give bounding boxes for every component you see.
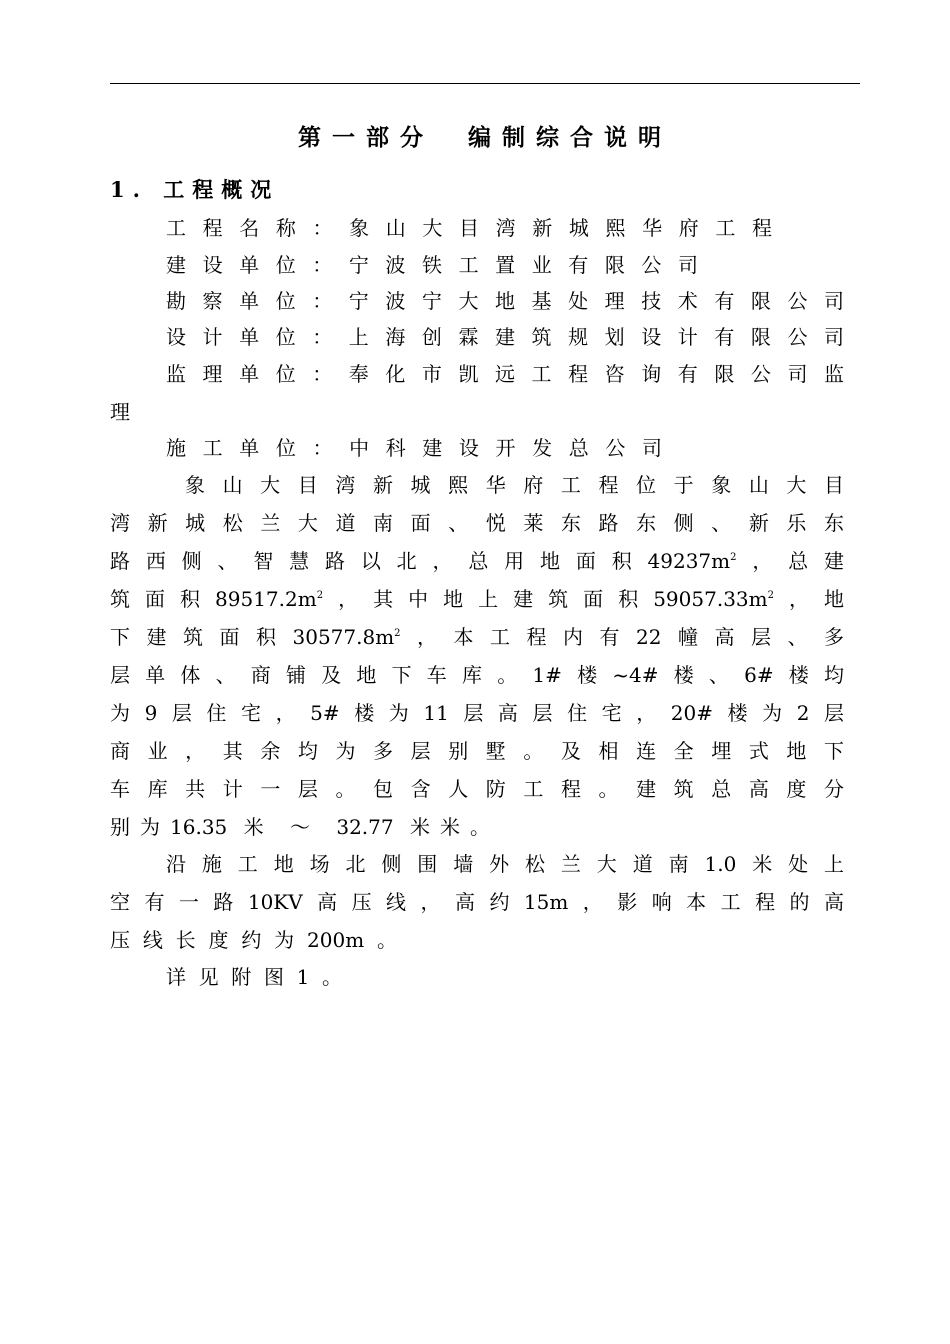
header-rule xyxy=(110,83,860,84)
powerline-line: 压线长度约为200m。 xyxy=(110,928,397,952)
field-contractor: 施工单位：中科建设开发总公司 xyxy=(166,436,662,460)
overview-line: 湾新城松兰大道南面、悦莱东路东侧、新乐东 xyxy=(110,511,844,535)
overview-line: 别为16.35 米 ～ 32.77 米米。 xyxy=(110,815,490,839)
part-title: 第一部分 编制综合说明 xyxy=(298,124,672,151)
overview-line: 为9层住宅，5#楼为11层高层住宅，20#楼为2层 xyxy=(110,701,844,725)
section-heading: 1. 工程概况 xyxy=(110,177,280,202)
field-developer: 建设单位：宁波铁工置业有限公司 xyxy=(166,253,698,277)
overview-line: 路西侧、智慧路以北，总用地面积$49237m^2$，总建 xyxy=(110,549,845,573)
field-designer: 设计单位：上海创霖建筑规划设计有限公司 xyxy=(166,325,844,349)
overview-line: 下建筑面积$30577.8m^2$，本工程内有22幢高层、多 xyxy=(110,625,844,649)
field-supervisor: 监理单位：奉化市凯远工程咨询有限公司监 xyxy=(166,362,844,386)
see-figure-note: 详见附图1。 xyxy=(166,965,342,989)
field-project-name: 工程名称：象山大目湾新城熙华府工程 xyxy=(166,216,772,240)
overview-line: 商业，其余均为多层别墅。及相连全埋式地下 xyxy=(110,739,844,763)
overview-line: 筑面积$89517.2m^2$，其中地上建筑面积$59057.33m^2$，地 xyxy=(110,587,845,611)
field-survey: 勘察单位：宁波宁大地基处理技术有限公司 xyxy=(166,289,844,313)
overview-line: 车库共计一层。包含人防工程。建筑总高度分 xyxy=(110,777,844,801)
powerline-line: 沿施工地场北侧围墙外松兰大道南1.0米处上 xyxy=(166,852,844,876)
overview-line: 层单体、商铺及地下车库。1#楼~4#楼、6#楼均 xyxy=(110,663,844,687)
powerline-line: 空有一路10KV高压线，高约15m，影响本工程的高 xyxy=(110,890,844,914)
overview-line: 象山大目湾新城熙华府工程位于象山大目 xyxy=(185,473,844,497)
field-supervisor-wrap: 理 xyxy=(110,400,130,424)
